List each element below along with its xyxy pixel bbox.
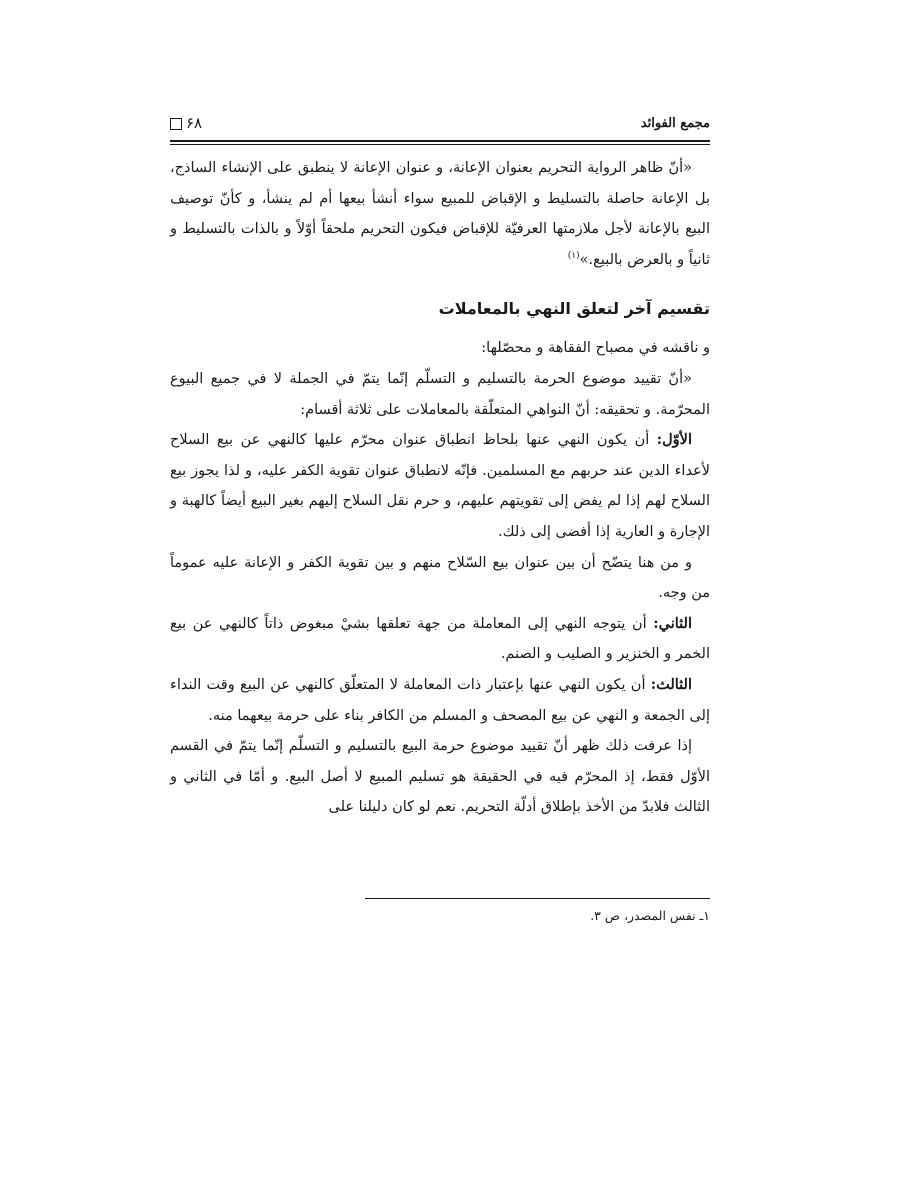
- quote-paragraph-1: «أنّ ظاهر الرواية التحريم بعنوان الإعانة، و عنوان الإعانة لا ينطبق على الإنشاء الساذج، بل الإعانة حاصلة بالتسليط و الإقباض للمبيع سواء أنشأ بيعها أم لم ينشأ، و كأنّ توصيف البيع بالإعانة لأجل ملازمتها العرفيّة للإقباض فيكون التحريم ملحقاً أوّلاً و بالذات بالتسليط و ثانياً و بالعرض بالبيع.»$^{(۱)}$: [170, 160, 710, 268]
- first-term: الأوّل:: [656, 431, 692, 449]
- intro-paragraph: و ناقشه في مصباح الفقاهة و محصّلها:: [481, 340, 710, 357]
- page-number-group: [170, 114, 202, 132]
- quote-paragraph-2: «أنّ تقييد موضوع الحرمة بالتسليم و التسلّم إنّما يتمّ في الجملة لا في جميع البيوع المحرّمة. و تحقيقه: أنّ النواهي المتعلّقة بالمعاملات على ثلاثة أقسام:: [170, 370, 710, 418]
- third-category-paragraph: الثالث: أن يكون النهي عنها بإعتبار ذات المعاملة لا المتعلّق كالنهي عن البيع وقت النداء إلى الجمعة و النهي عن بيع المصحف و المسلم من الكافر بناء على حرمة بيعهما منه.: [170, 675, 710, 724]
- second-term: الثاني:: [653, 614, 692, 632]
- first-category-paragraph: الأوّل: أن يكون النهي عنها بلحاظ انطباق عنوان محرّم عليها كالنهي عن بيع السلاح لأعداء الدين عند حربهم مع المسلمين. فإنّه لانطباق عنوان تقوية الكفر عليه، و لذا يجوز بيع السلاح لهم إذا لم يفض إلى تقويتهم عليهم، و حرم نقل السلاح إليهم بغير البيع أيضاً كالهبة و الإجارة و العارية إذا أفضى إلى ذلك.: [170, 431, 710, 540]
- footnote-rule: [365, 898, 710, 899]
- page-number: ۶۸: [186, 114, 203, 132]
- square-icon: [170, 118, 182, 130]
- header-rule-thin: [170, 144, 710, 145]
- page-header: [170, 112, 710, 140]
- conclusion-paragraph: إذا عرفت ذلك ظهر أنّ تقييد موضوع حرمة البيع بالتسليم و التسلّم إنّما يتمّ في القسم الأوّل فقط، إذ المحرّم فيه في الحقيقة هو تسليم المبيع لا أصل البيع. و أمّا في الثاني و الثالث فلابدّ من الأخذ بإطلاق أدلّة التحريم. نعم لو كان دليلنا على: [170, 738, 710, 816]
- first-note-paragraph: و من هنا يتضّح أن بين عنوان بيع السّلاح منهم و بين تقوية الكفر و الإعانة عليه عموماً من وجه.: [170, 554, 710, 602]
- main-text: [170, 153, 710, 823]
- section-heading: تقسيم آخر لتعلق النهي بالمعاملات: [438, 299, 710, 319]
- second-category-paragraph: الثاني: أن يتوجه النهي إلى المعاملة من جهة تعلقها بشيْ مبغوض ذاتاً كالنهي عن بيع الخمر و الخنزير و الصليب و الصنم.: [170, 614, 710, 663]
- third-term: الثالث:: [650, 675, 692, 693]
- footnote-marker: (۱): [567, 250, 580, 261]
- book-title: مجمع الفوائد: [640, 116, 710, 131]
- footnote: ۱ـ نفس المصدر، ص ۳.: [590, 908, 710, 923]
- header-rule-thick: [170, 140, 710, 142]
